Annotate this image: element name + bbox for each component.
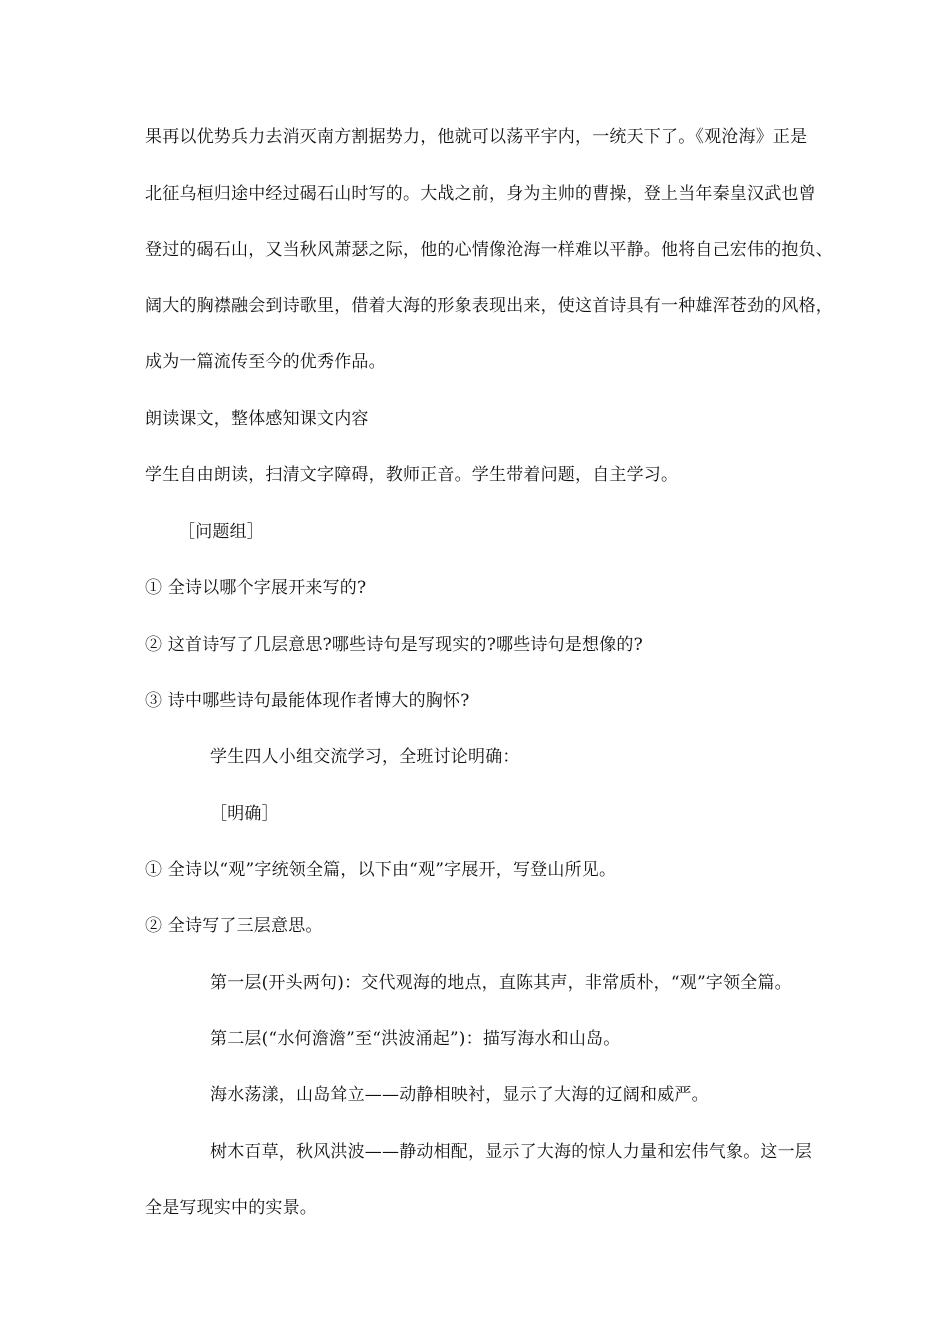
reading-heading: 朗读课文，整体感知课文内容 (145, 409, 369, 429)
question-group-label: ［问题组］ (178, 522, 264, 542)
intro-line-4: 阔大的胸襟融会到诗歌里，借着大海的形象表现出来，使这首诗具有一种雄浑苍劲的风格， (145, 296, 833, 316)
reading-instruction: 学生自由朗读，扫清文字障碍，教师正音。学生带着问题，自主学习。 (145, 465, 679, 485)
layer-1-text: 第一层(开头两句)：交代观海的地点，直陈其声，非常质朴，“观”字领全篇。 (210, 973, 792, 993)
answer-item-1: ① 全诗以“观”字统领全篇，以下由“观”字展开，写登山所见。 (145, 860, 617, 880)
discussion-text: 学生四人小组交流学习，全班讨论明确： (210, 747, 520, 767)
question-item-3: ③ 诗中哪些诗句最能体现作者博大的胸怀? (145, 691, 470, 711)
question-item-2: ② 这首诗写了几层意思?哪些诗句是写现实的?哪些诗句是想像的? (145, 635, 643, 655)
intro-line-1: 果再以优势兵力去消灭南方割据势力，他就可以荡平宇内，一统天下了。《观沧海》正是 (145, 127, 808, 147)
layer-2-detail-2-line-2: 全是写现实中的实景。 (145, 1198, 317, 1218)
intro-line-5: 成为一篇流传至今的优秀作品。 (145, 352, 386, 372)
answer-item-2: ② 全诗写了三层意思。 (145, 916, 323, 936)
layer-2-detail-2-line-1: 树木百草，秋风洪波——静动相配，显示了大海的惊人力量和宏伟气象。这一层 (210, 1142, 812, 1162)
layer-2-text: 第二层(“水何澹澹”至“洪波涌起”)：描写海水和山岛。 (210, 1029, 621, 1049)
layer-2-detail-1: 海水荡漾，山岛耸立——动静相映衬，显示了大海的辽阔和威严。 (210, 1085, 709, 1105)
answer-label: ［明确］ (210, 804, 279, 824)
question-item-1: ① 全诗以哪个字展开来写的? (145, 578, 367, 598)
intro-line-2: 北征乌桓归途中经过碣石山时写的。大战之前，身为主帅的曹操，登上当年秦皇汉武也曾 (145, 184, 816, 204)
intro-line-3: 登过的碣石山，又当秋风萧瑟之际，他的心情像沧海一样难以平静。他将自己宏伟的抱负、 (145, 240, 833, 260)
